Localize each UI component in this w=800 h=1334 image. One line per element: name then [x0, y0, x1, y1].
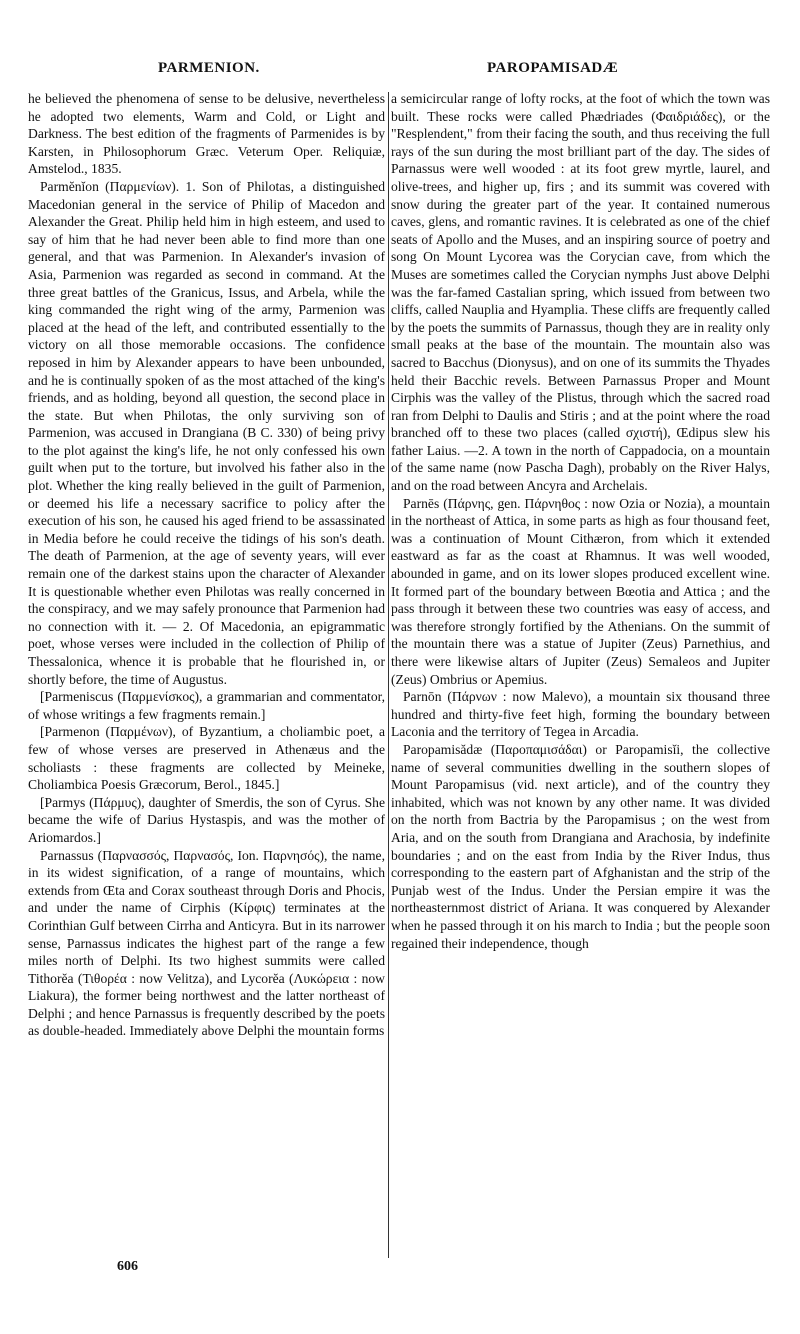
entry-paropamisadae: Paropamisădæ (Παροπαμισάδαι) or Paropamisĭi, the collective name of several communities dwelling in the southern slopes of Mount Paropamisus (vid. next article), and of the country they inhabited, which was not known by any other name. It was divided on the north from Bactria by the Paropamisus ; on the west from Aria, and on the south from Drangiana and Arachosia, by indefinite boundaries ; and on the east from India by the River Indus, thus corresponding to the eastern part of Afghanistan and the strip of the Punjab west of the Indus. Under the Persian empire it was the northeasternmost district of Ariana. It was conquered by Alexander when he passed through it on his march to India ; but the people soon regained their independence, though — [391, 741, 770, 951]
left-column — [28, 90, 385, 1265]
left-running-head: PARMENION. — [158, 60, 260, 76]
right-column — [391, 90, 770, 1265]
column-divider — [388, 92, 389, 1258]
entry-parnon: Parnōn (Πάρνων : now Malevo), a mountain six thousand three hundred and thirty-five feet high, forming the boundary between Laconia and the territory of Tegea in Arcadia. — [391, 689, 770, 740]
page-number: 606 — [117, 1259, 138, 1274]
entry-parmeniscus: [Parmeniscus (Παρμενίσκος), a grammarian and commentator, of whose writings a few fragments remain.] — [28, 689, 385, 722]
entry-parmys: [Parmys (Πάρμυς), daughter of Smerdis, the son of Cyrus. She became the wife of Darius Hystaspis, and was the mother of Ariomardos.] — [28, 794, 385, 845]
right-running-head: PAROPAMISADÆ — [487, 60, 619, 76]
entry-parmenides-continuation: he believed the phenomena of sense to be delusive, nevertheless he adopted two elements, Warm and Cold, or Light and Darkness. The best edition of the fragments of Parmenides is by Karsten, in Philosophorum Græc. Veterum Oper. Reliquiæ, Amstelod., 1835. — [28, 91, 385, 177]
entry-parmenon: [Parmenon (Παρμένων), of Byzantium, a choliambic poet, a few of whose verses are preserved in Athenæus and the scholiasts : these fragments are collected by Meineke, Choliambica Poesis Græcorum, Berol., 1845.] — [28, 724, 385, 793]
entry-parnassus: Parnassus (Παρνασσός, Παρνασός, Ion. Παρνησός), the name, in its widest signification, of a range of mountains, which extends from Œta and Corax southeast through Doris and Phocis, and under the name of Cirphis (Κίρφις) terminates at the Corinthian Gulf between Cirrha and Anticyra. But in its narrower sense, Parnassus indicates the highest part of the range a few miles north of Delphi. Its two highest summits were called Tithorĕa (Τιθορέα : now Velitza), and Lycorĕa (Λυκώρεια : now Liakura), the former being northwest and the latter northeast of Delphi ; and hence Parnassus is frequently described by the poets as double-headed. Immediately above Delphi the mountain forms — [28, 847, 385, 1039]
entry-parmenion: Parmĕnĭon (Παρμενίων). 1. Son of Philotas, a distinguished Macedonian general in the service of Philip of Macedon and Alexander the Great. Philip held him in high esteem, and used to say of him that he had never been able to find more than one general, and that was Parmenion. In Alexander's invasion of Asia, Parmenion was regarded as second in command. At the three great battles of the Granicus, Issus, and Arbela, while the king commanded the right wing of the army, Parmenion was placed at the head of the left, and contributed essentially to the victory on all those memorable occasions. The confidence reposed in him by Alexander appears to have been unbounded, and he is continually spoken of as the most attached of the king's friends, and as holding, beyond all question, the second place in the state. But when Philotas, the only surviving son of Parmenion, was accused in Drangiana (B C. 330) of being privy to the plot against the king's life, he not only confessed his own guilt when put to the torture, but involved his father also in the plot. Whether the king really believed in the guilt of Parmenion, or deemed his life a necessary sacrifice to policy after the execution of his son, he caused his aged friend to be assassinated in Media before he could receive the tidings of his son's death. The death of Parmenion, at the age of seventy years, will ever remain one of the darkest stains upon the character of Alexander It is questionable whether even Philotas was really concerned in the conspiracy, and we may safely pronounce that Parmenion had no connection with it. — 2. Of Macedonia, an epigrammatic poet, whose verses were included in the collection of Philip of Thessalonica, whence it is probable that he flourished in, or shortly before, the time of Augustus. — [28, 178, 385, 687]
entry-parnes: Parnēs (Πάρνης, gen. Πάρνηθος : now Ozia or Nozia), a mountain in the northeast of Attica, in some parts as high as four thousand feet, was a continuation of Mount Cithæron, from which it extended eastward as far as the coast at Rhamnus. It was well wooded, abounded in game, and on its lower slopes produced excellent wine. It formed part of the boundary between Bœotia and Attica ; and the pass through it between these two countries was easy of access, and was therefore strongly fortified by the Athenians. On the summit of the mountain there was a statue of Jupiter (Zeus) Parnethius, and there were likewise altars of Jupiter (Zeus) Semaleos and Jupiter (Zeus) Ombrius or Apemius. — [391, 495, 770, 687]
entry-parnassus-continuation: a semicircular range of lofty rocks, at the foot of which the town was built. These rocks were called Phædriades (Φαιδριάδες), or the "Resplendent," from their facing the south, and thus receiving the full rays of the sun during the most brilliant part of the day. The sides of Parnassus were well wooded : at its foot grew myrtle, laurel, and olive-trees, and higher up, firs ; and its summit was covered with snow during the greater part of the year. It contained numerous caves, glens, and romantic ravines. It is celebrated as one of the chief seats of Apollo and the Muses, and an inspiring source of poetry and song On Mount Lycorea was the Corycian cave, from which the Muses are sometimes called the Corycian nymphs Just above Delphi was the far-famed Castalian spring, which issued from between two cliffs, called Nauplia and Hyamplia. These cliffs are frequently called by the poets the summits of Parnassus, though they are in reality only small peaks at the base of the mountain. The mountain also was sacred to Bacchus (Dionysus), and on one of its summits the Thyades held their Bacchic revels. Between Parnassus Proper and Mount Cirphis was the valley of the Plistus, through which the sacred road ran from Delphi to Daulis and Stiris ; and at the point where the road branched off to these two places (called σχιστή), Œdipus slew his father Laius. —2. A town in the north of Cappadocia, on a mountain of the same name (now Pascha Dagh), probably on the River Halys, and on the road between Ancyra and Archelais. — [391, 91, 770, 494]
